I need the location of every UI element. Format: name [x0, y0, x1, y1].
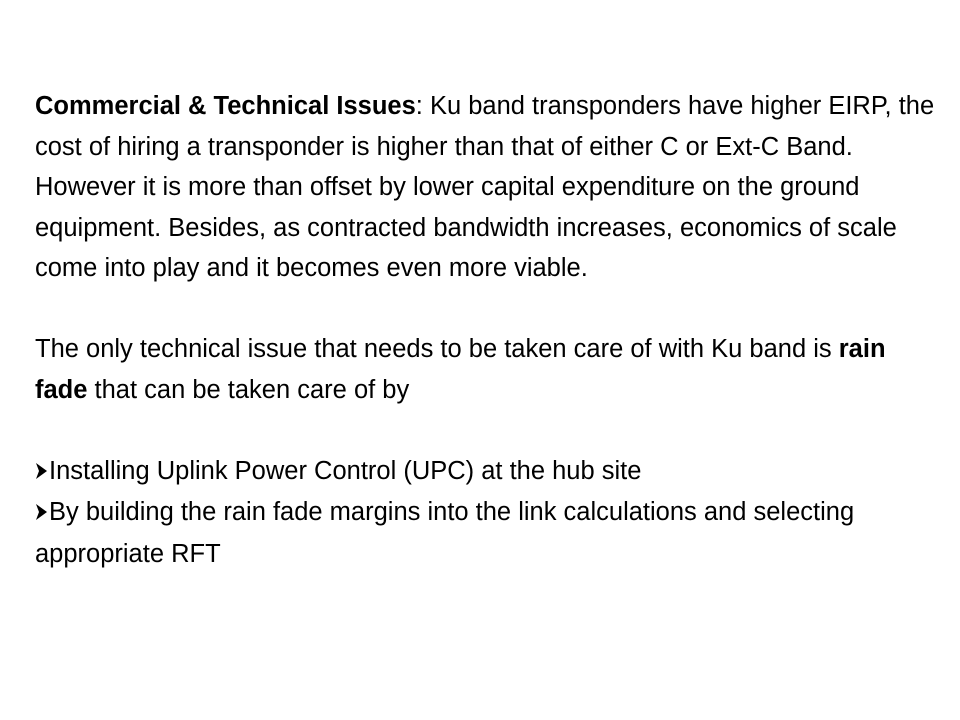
paragraph-text-before: The only technical issue that needs to be taken care of with Ku band is — [35, 335, 839, 363]
paragraph-spacer — [35, 289, 935, 330]
heading-separator: : — [415, 92, 423, 120]
paragraph-technical-issue — [35, 329, 935, 410]
bullet-text: By building the rain fade margins into the link calculations and selecting appropriate RFT — [35, 498, 855, 568]
paragraph-commercial-technical — [35, 86, 935, 289]
paragraph-emphasis: rain fade — [35, 335, 886, 404]
paragraph-spacer — [35, 410, 935, 451]
paragraph-body: Ku band transponders have higher EIRP, the cost of hiring a transponder is higher than that of either C or Ext-C Band. However it is more than offset by lower capital expenditure on the ground equipment. Besides, as contracted bandwidth increases, economics of scale come into play and it becomes even more viable. — [35, 92, 935, 282]
arrow-bullet-icon — [35, 452, 49, 493]
slide-body — [35, 86, 935, 574]
paragraph-text-after: that can be taken care of by — [87, 375, 410, 404]
bullet-text: Installing Uplink Power Control (UPC) at the hub site — [49, 456, 642, 485]
bullet-item — [35, 492, 935, 574]
paragraph-heading: Commercial & Technical Issues — [35, 92, 416, 120]
arrow-bullet-icon — [35, 493, 49, 534]
bullet-item — [35, 451, 935, 493]
